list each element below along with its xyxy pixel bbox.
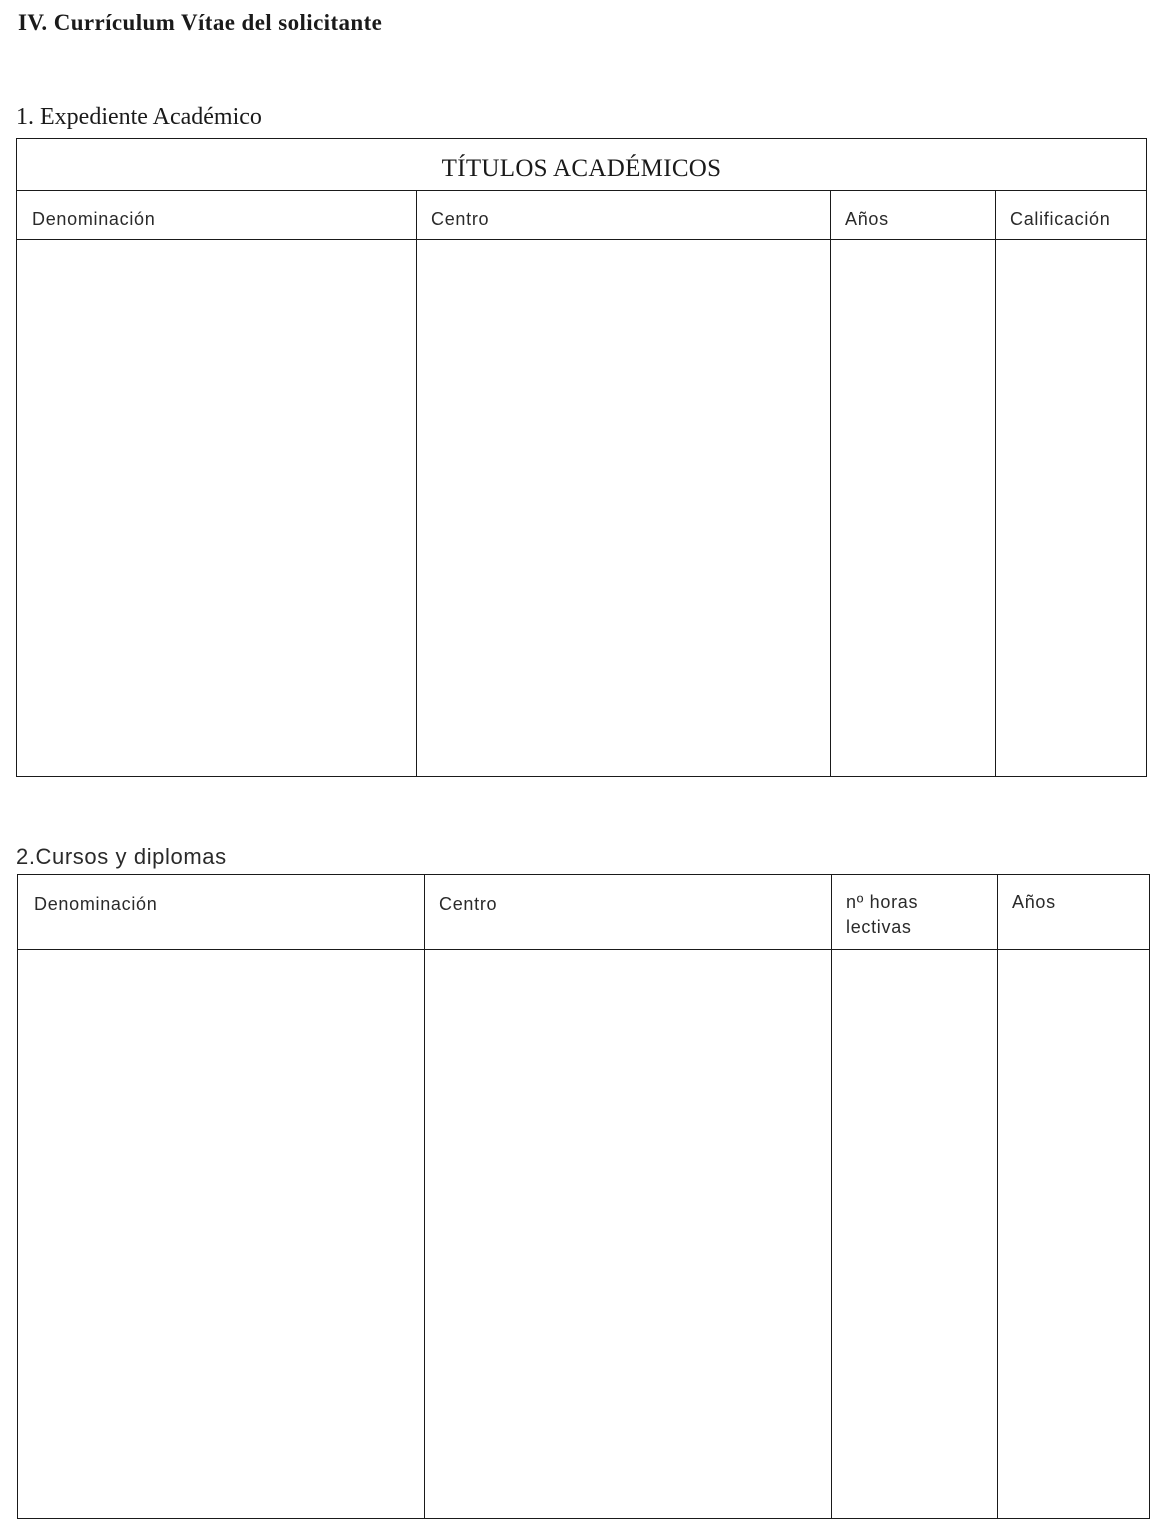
cell-calificacion[interactable] — [997, 240, 1146, 776]
cell-denominacion[interactable] — [17, 240, 416, 776]
table-title-titulos: TÍTULOS ACADÉMICOS — [17, 139, 1146, 191]
cell-denominacion[interactable] — [18, 950, 424, 1518]
column-header-anos: Años — [1012, 892, 1056, 912]
cell-anos[interactable] — [999, 950, 1149, 1518]
column-header-horas-line2: lectivas — [846, 917, 912, 937]
column-header-calificacion: Calificación — [1010, 209, 1111, 229]
section-title-expediente: 1. Expediente Académico — [16, 104, 262, 130]
column-header-denominacion: Denominación — [32, 209, 156, 229]
cursos-diplomas-table — [17, 874, 1150, 1519]
column-divider — [831, 875, 832, 1518]
cell-horas-lectivas[interactable] — [833, 950, 997, 1518]
column-divider — [995, 191, 996, 776]
cell-anos[interactable] — [832, 240, 995, 776]
section-title-cursos: 2.Cursos y diplomas — [16, 844, 227, 869]
cell-centro[interactable] — [426, 950, 831, 1518]
column-header-centro: Centro — [431, 209, 490, 229]
cell-centro[interactable] — [418, 240, 830, 776]
column-header-denominacion: Denominación — [34, 894, 158, 914]
column-header-horas-line1: nº horas — [846, 892, 919, 912]
page-title: IV. Currículum Vítae del solicitante — [18, 10, 383, 35]
column-divider — [416, 191, 417, 776]
column-divider — [424, 875, 425, 1518]
column-divider — [830, 191, 831, 776]
column-header-centro: Centro — [439, 894, 498, 914]
titulos-academicos-table — [16, 138, 1147, 777]
column-header-anos: Años — [845, 209, 889, 229]
column-header-horas-lectivas — [846, 890, 918, 940]
column-divider — [997, 875, 998, 1518]
